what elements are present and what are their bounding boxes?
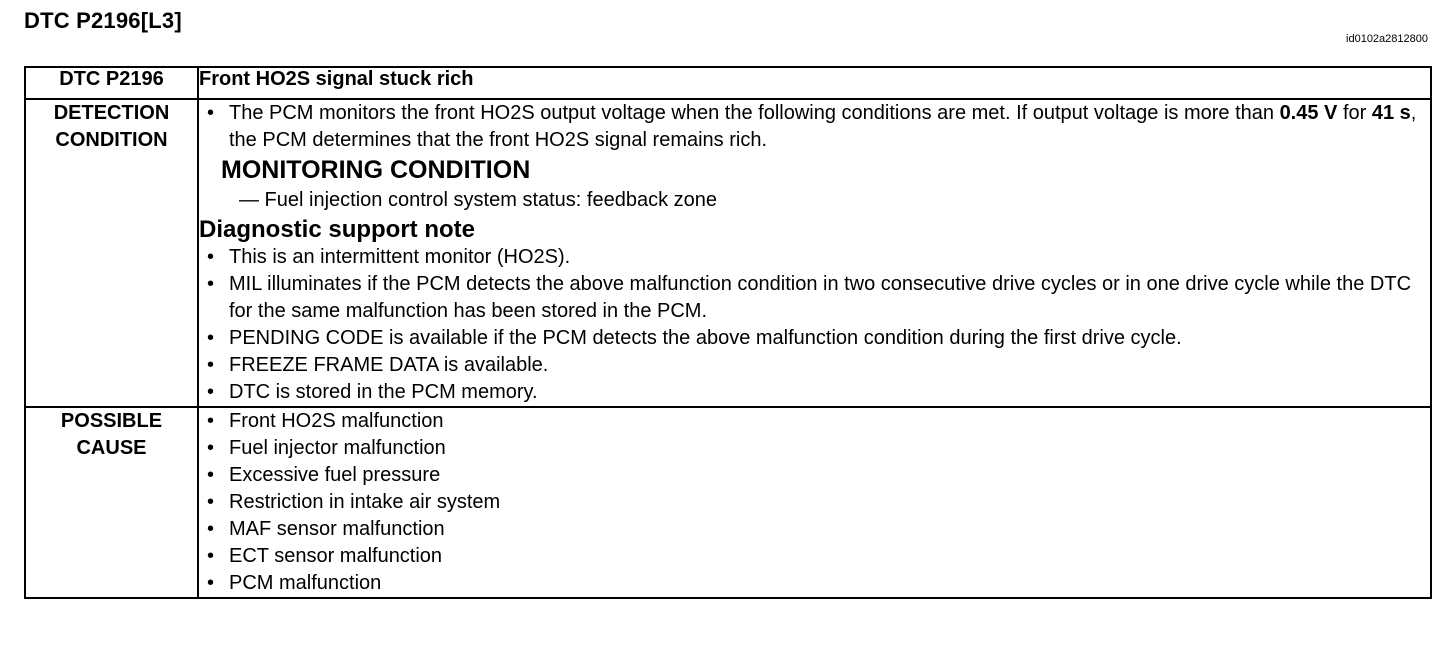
page-title: DTC P2196[L3] — [24, 8, 182, 33]
detection-label-line2: CONDITION — [55, 129, 168, 151]
dtc-table — [24, 66, 1432, 599]
support-note-item: • PENDING CODE is available if the PCM detects the above malfunction condition during the first drive cycle. — [199, 325, 1430, 352]
detection-intro-item — [199, 100, 1430, 154]
possible-cause-label — [25, 407, 198, 598]
support-note-item: • FREEZE FRAME DATA is available. — [199, 352, 1430, 379]
support-note-item: • MIL illuminates if the PCM detects the above malfunction condition in two consecutive drive cycles or in one drive cycle while the DTC for the same malfunction has been stored in the PCM. — [199, 271, 1430, 325]
monitoring-condition-item: — Fuel injection control system status: feedback zone — [239, 189, 718, 211]
intro-text-3: , the PCM determines that the front HO2S signal remains rich. — [229, 102, 1417, 151]
cause-label-line2: CAUSE — [76, 437, 147, 459]
cause-item: • Restriction in intake air system — [199, 489, 1430, 516]
support-note-item: • This is an intermittent monitor (HO2S). — [199, 244, 1430, 271]
intro-text-1: The PCM monitors the front HO2S output voltage when the following conditions are met. If output voltage is more than — [229, 102, 1280, 124]
cause-item: • PCM malfunction — [199, 570, 1430, 597]
cause-label-line1: POSSIBLE — [60, 410, 163, 432]
intro-text-2: for — [1337, 102, 1372, 124]
detection-condition-label — [25, 99, 198, 407]
cause-item: • ECT sensor malfunction — [199, 543, 1430, 570]
cause-item: • Excessive fuel pressure — [199, 462, 1430, 489]
possible-cause-list — [199, 408, 1430, 597]
possible-cause-content — [198, 407, 1431, 598]
possible-cause-row — [25, 407, 1431, 598]
dtc-title-cell: Front HO2S signal stuck rich — [198, 67, 1431, 99]
detection-label-line1: DETECTION — [53, 102, 170, 124]
time-value: 41 s — [1371, 102, 1411, 124]
voltage-value: 0.45 V — [1279, 102, 1338, 124]
document-id: id0102a2812800 — [1346, 33, 1428, 45]
cause-item: • Front HO2S malfunction — [199, 408, 1430, 435]
detection-condition-content — [198, 99, 1431, 407]
cause-item: • MAF sensor malfunction — [199, 516, 1430, 543]
diagnostic-support-heading: Diagnostic support note — [199, 216, 475, 243]
support-notes-list — [199, 244, 1430, 406]
cause-item: • Fuel injector malfunction — [199, 435, 1430, 462]
detection-intro-list — [199, 100, 1430, 154]
header-row — [25, 67, 1431, 99]
support-note-item: • DTC is stored in the PCM memory. — [199, 379, 1430, 406]
monitoring-condition-heading: MONITORING CONDITION — [221, 156, 531, 184]
detection-condition-row — [25, 99, 1431, 407]
dtc-code-cell: DTC P2196 — [25, 67, 198, 99]
